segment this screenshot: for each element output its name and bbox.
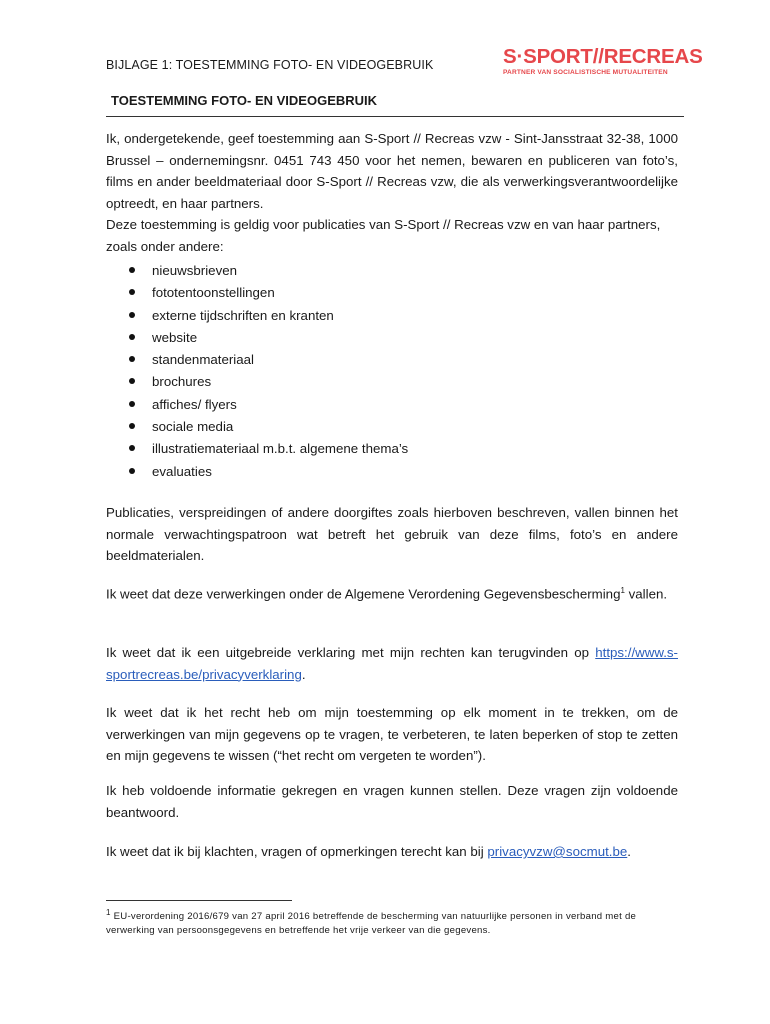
list-item-label: affiches/ flyers bbox=[152, 396, 237, 412]
complaints-paragraph bbox=[106, 841, 678, 863]
s-sport-recreas-logo bbox=[503, 46, 713, 76]
consent-text: Ik, ondergetekende, geef toestemming aan S-Sport // Recreas vzw - Sint-Jansstraat 32-38, 1000 Brussel – ondernemingsnr. 0451 743 450 voor het nemen, bewaren en publiceren van foto’s, films en ander beeldmateriaal door S-Sport // Recreas vzw, die als verwerkingsverantwoordelijke optreedt, en haar partners. bbox=[106, 131, 678, 211]
logo-wordmark: S·SPORT//RECREAS bbox=[503, 45, 703, 68]
gdpr-text-end: vallen. bbox=[628, 586, 668, 602]
information-paragraph bbox=[106, 780, 678, 823]
list-item bbox=[106, 306, 666, 328]
list-item-label: website bbox=[152, 329, 198, 345]
complaints-text: Ik weet dat ik bij klachten, vragen of opmerkingen terecht kan bij bbox=[106, 844, 484, 859]
complaints-end: . bbox=[627, 844, 631, 859]
list-item bbox=[106, 328, 666, 350]
validity-text: Deze toestemming is geldig voor publicaties van S-Sport // Recreas vzw en van haar partners, zoals onder andere: bbox=[106, 217, 661, 254]
consent-paragraph bbox=[106, 128, 678, 214]
footnote bbox=[106, 906, 678, 938]
list-item-label: sociale media bbox=[152, 419, 234, 435]
privacy-statement-paragraph bbox=[106, 642, 678, 685]
validity-paragraph bbox=[106, 214, 678, 257]
footnote-divider bbox=[106, 900, 292, 901]
publications-paragraph bbox=[106, 502, 678, 567]
gdpr-paragraph bbox=[106, 580, 678, 605]
document-title: TOESTEMMING FOTO- EN VIDEOGEBRUIK bbox=[111, 93, 378, 108]
bullet-icon bbox=[129, 423, 135, 429]
bullet-icon bbox=[129, 312, 135, 318]
footnote-marker: 1 bbox=[106, 908, 111, 917]
list-item-label: standenmateriaal bbox=[152, 352, 255, 368]
information-text: Ik heb voldoende informatie gekregen en vragen kunnen stellen. Deze vragen zijn voldoende beantwoord. bbox=[106, 783, 678, 820]
list-item-label: illustratiemateriaal m.b.t. algemene thema’s bbox=[152, 441, 409, 457]
publications-text: Publicaties, verspreidingen of andere doorgiftes zoals hierboven beschreven, vallen binnen het normale verwachtingspatroon wat betreft het gebruik van deze films, foto’s en andere beeldmaterialen. bbox=[106, 505, 678, 563]
list-item bbox=[106, 372, 666, 394]
list-item bbox=[106, 283, 666, 305]
appendix-label: BIJLAGE 1: TOESTEMMING FOTO- EN VIDEOGEBRUIK bbox=[106, 58, 434, 72]
gdpr-text: Ik weet dat deze verwerkingen onder de Algemene Verordening Gegevensbescherming bbox=[106, 586, 621, 602]
withdraw-rights-paragraph bbox=[106, 702, 678, 767]
list-item-label: evaluaties bbox=[152, 463, 212, 479]
list-item bbox=[106, 462, 666, 484]
bullet-icon bbox=[129, 445, 135, 451]
footnote-text: EU-verordening 2016/679 van 27 april 2016 betreffende de bescherming van natuurlijke personen in verband met de verwerking van persoonsgegevens en betreffende het vrije verkeer van die gegevens. bbox=[106, 911, 637, 937]
bullet-icon bbox=[129, 356, 135, 362]
withdraw-rights-text: Ik weet dat ik het recht heb om mijn toestemming op elk moment in te trekken, om de verwerkingen van mijn gegevens op te vragen, te verbeteren, te laten beperken of stop te zetten en mijn gegevens te wissen (“het recht om vergeten te worden”). bbox=[106, 705, 678, 763]
bullet-icon bbox=[129, 267, 135, 273]
bullet-icon bbox=[129, 378, 135, 384]
bullet-icon bbox=[129, 334, 135, 340]
list-item-label: brochures bbox=[152, 374, 212, 390]
complaints-email-link[interactable]: privacyvzw@socmut.be bbox=[487, 844, 628, 859]
privacy-statement-link[interactable]: https://www.s-sportrecreas.be/privacyverklaring bbox=[106, 645, 678, 682]
list-item bbox=[106, 395, 666, 417]
title-divider bbox=[106, 116, 684, 117]
bullet-icon bbox=[129, 289, 135, 295]
list-item-label: externe tijdschriften en kranten bbox=[152, 307, 334, 323]
privacy-statement-end: . bbox=[301, 666, 306, 682]
list-item bbox=[106, 261, 666, 283]
footnote-ref: 1 bbox=[620, 586, 625, 595]
logo-tagline: PARTNER VAN SOCIALISTISCHE MUTUALITEITEN bbox=[503, 69, 668, 76]
list-item-label: nieuwsbrieven bbox=[152, 263, 238, 278]
publication-list bbox=[106, 261, 666, 484]
privacy-statement-text: Ik weet dat ik een uitgebreide verklaring met mijn rechten kan terugvinden op bbox=[106, 645, 590, 660]
bullet-icon bbox=[129, 468, 135, 474]
list-item bbox=[106, 439, 666, 461]
list-item bbox=[106, 417, 666, 439]
list-item-label: fototentoonstellingen bbox=[152, 285, 275, 301]
list-item bbox=[106, 350, 666, 372]
bullet-icon bbox=[129, 401, 135, 407]
